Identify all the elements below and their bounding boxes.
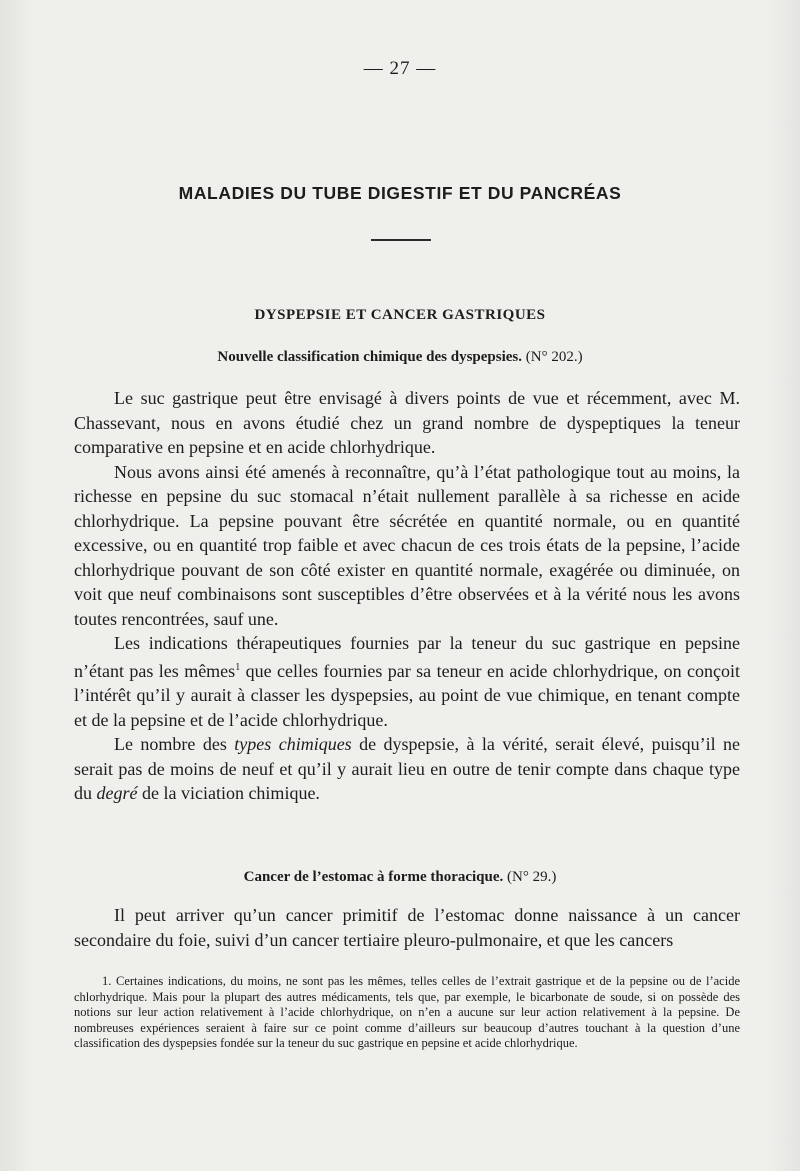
paragraph-text: Le nombre des [114,734,235,754]
paragraph: Nous avons ainsi été amenés à reconnaître, qu’à l’état pathologique tout au moins, la richesse en pepsine du suc stomacal n’était nullement parallèle à sa richesse en acide chlorhydrique. La pepsine pouvant être sécrétée en quantité normale, ou en quantité excessive, ou en quantité trop faible et avec chacun de ces trois états de la pepsine, l’acide chlorhydrique pouvant de son côté exister en quantité normale, exagérée ou diminuée, on voit que neuf combinaisons sont susceptibles d’être observées et à la vérité nous les avons toutes rencontrées, sauf une. [74,461,740,629]
paragraph-text: de dyspepsie, à la vérité, serait élevé, puisqu’il ne serait pas de moins de neuf et qu’il y aurait lieu en outre de tenir compte dans chaque type du [74,734,740,803]
body-text-classification [74,386,740,806]
paragraph [74,631,740,732]
paragraph: Le suc gastrique peut être envisagé à divers points de vue et récemment, avec M. Chassevant, nous en avons étudié chez un grand nombre de dyspeptiques la teneur comparative en pepsine et en acide chlorhydrique. [74,388,740,457]
title-divider [371,239,431,241]
emphasis-text: types chimiques [234,734,352,754]
subsection-ref: (N° 29.) [507,869,557,885]
subsection-ref: (N° 202.) [525,349,583,365]
subsection-title: Cancer de l’estomac à forme thoracique. [243,869,504,885]
footnote [74,974,740,1052]
page-number: — 27 — [363,58,437,79]
paragraph [74,732,740,806]
chapter-title: MALADIES DU TUBE DIGESTIF ET DU PANCRÉAS [178,183,622,203]
paragraph-text: de la viciation chimique. [137,783,320,803]
footnote-marker: 1 [235,661,241,673]
paragraph-text: Les indications thérapeutiques fournies par la teneur du suc gastrique en pepsine n’étant pas les mêmes [74,633,740,681]
paragraph: Il peut arriver qu’un cancer primitif de l’estomac donne naissance à un cancer secondaire du foie, suivi d’un cancer tertiaire pleuro-pulmonaire, et que les cancers [74,905,740,950]
body-text-cancer [74,903,740,952]
emphasis-text: degré [96,783,138,803]
paragraph-text: que celles fournies par sa teneur en acide chlorhydrique, on conçoit l’intérêt qu’il y aurait à classer les dyspepsies, au point de vue chimique, en tenant compte et de la pepsine et de l’acide chlorhydrique. [74,660,740,730]
subsection-title: Nouvelle classification chimique des dyspepsies. [217,349,523,365]
subsection-heading-cancer [0,869,800,886]
footnote-text: 1. Certaines indications, du moins, ne sont pas les mêmes, telles celles de l’extrait gastrique et de la pepsine ou de l’acide chlorhydrique. Mais pour la plupart des autres médicaments, tels que, par exemple, le bicarbonate de soude, si on possède des notions sur leur action relativement à l’acide chlorhydrique, on n’en a aucune sur leur action relativement à la pepsine. De nombreuses expériences seraient à faire sur ce point comme d’ailleurs sur beaucoup d’autres touchant à la question d’une classification des dyspepsies fondée sur la teneur du suc gastrique en pepsine et acide chlorhydrique. [74,974,740,1051]
section-title: DYSPEPSIE ET CANCER GASTRIQUES [254,307,546,323]
subsection-heading-classification [0,349,800,366]
